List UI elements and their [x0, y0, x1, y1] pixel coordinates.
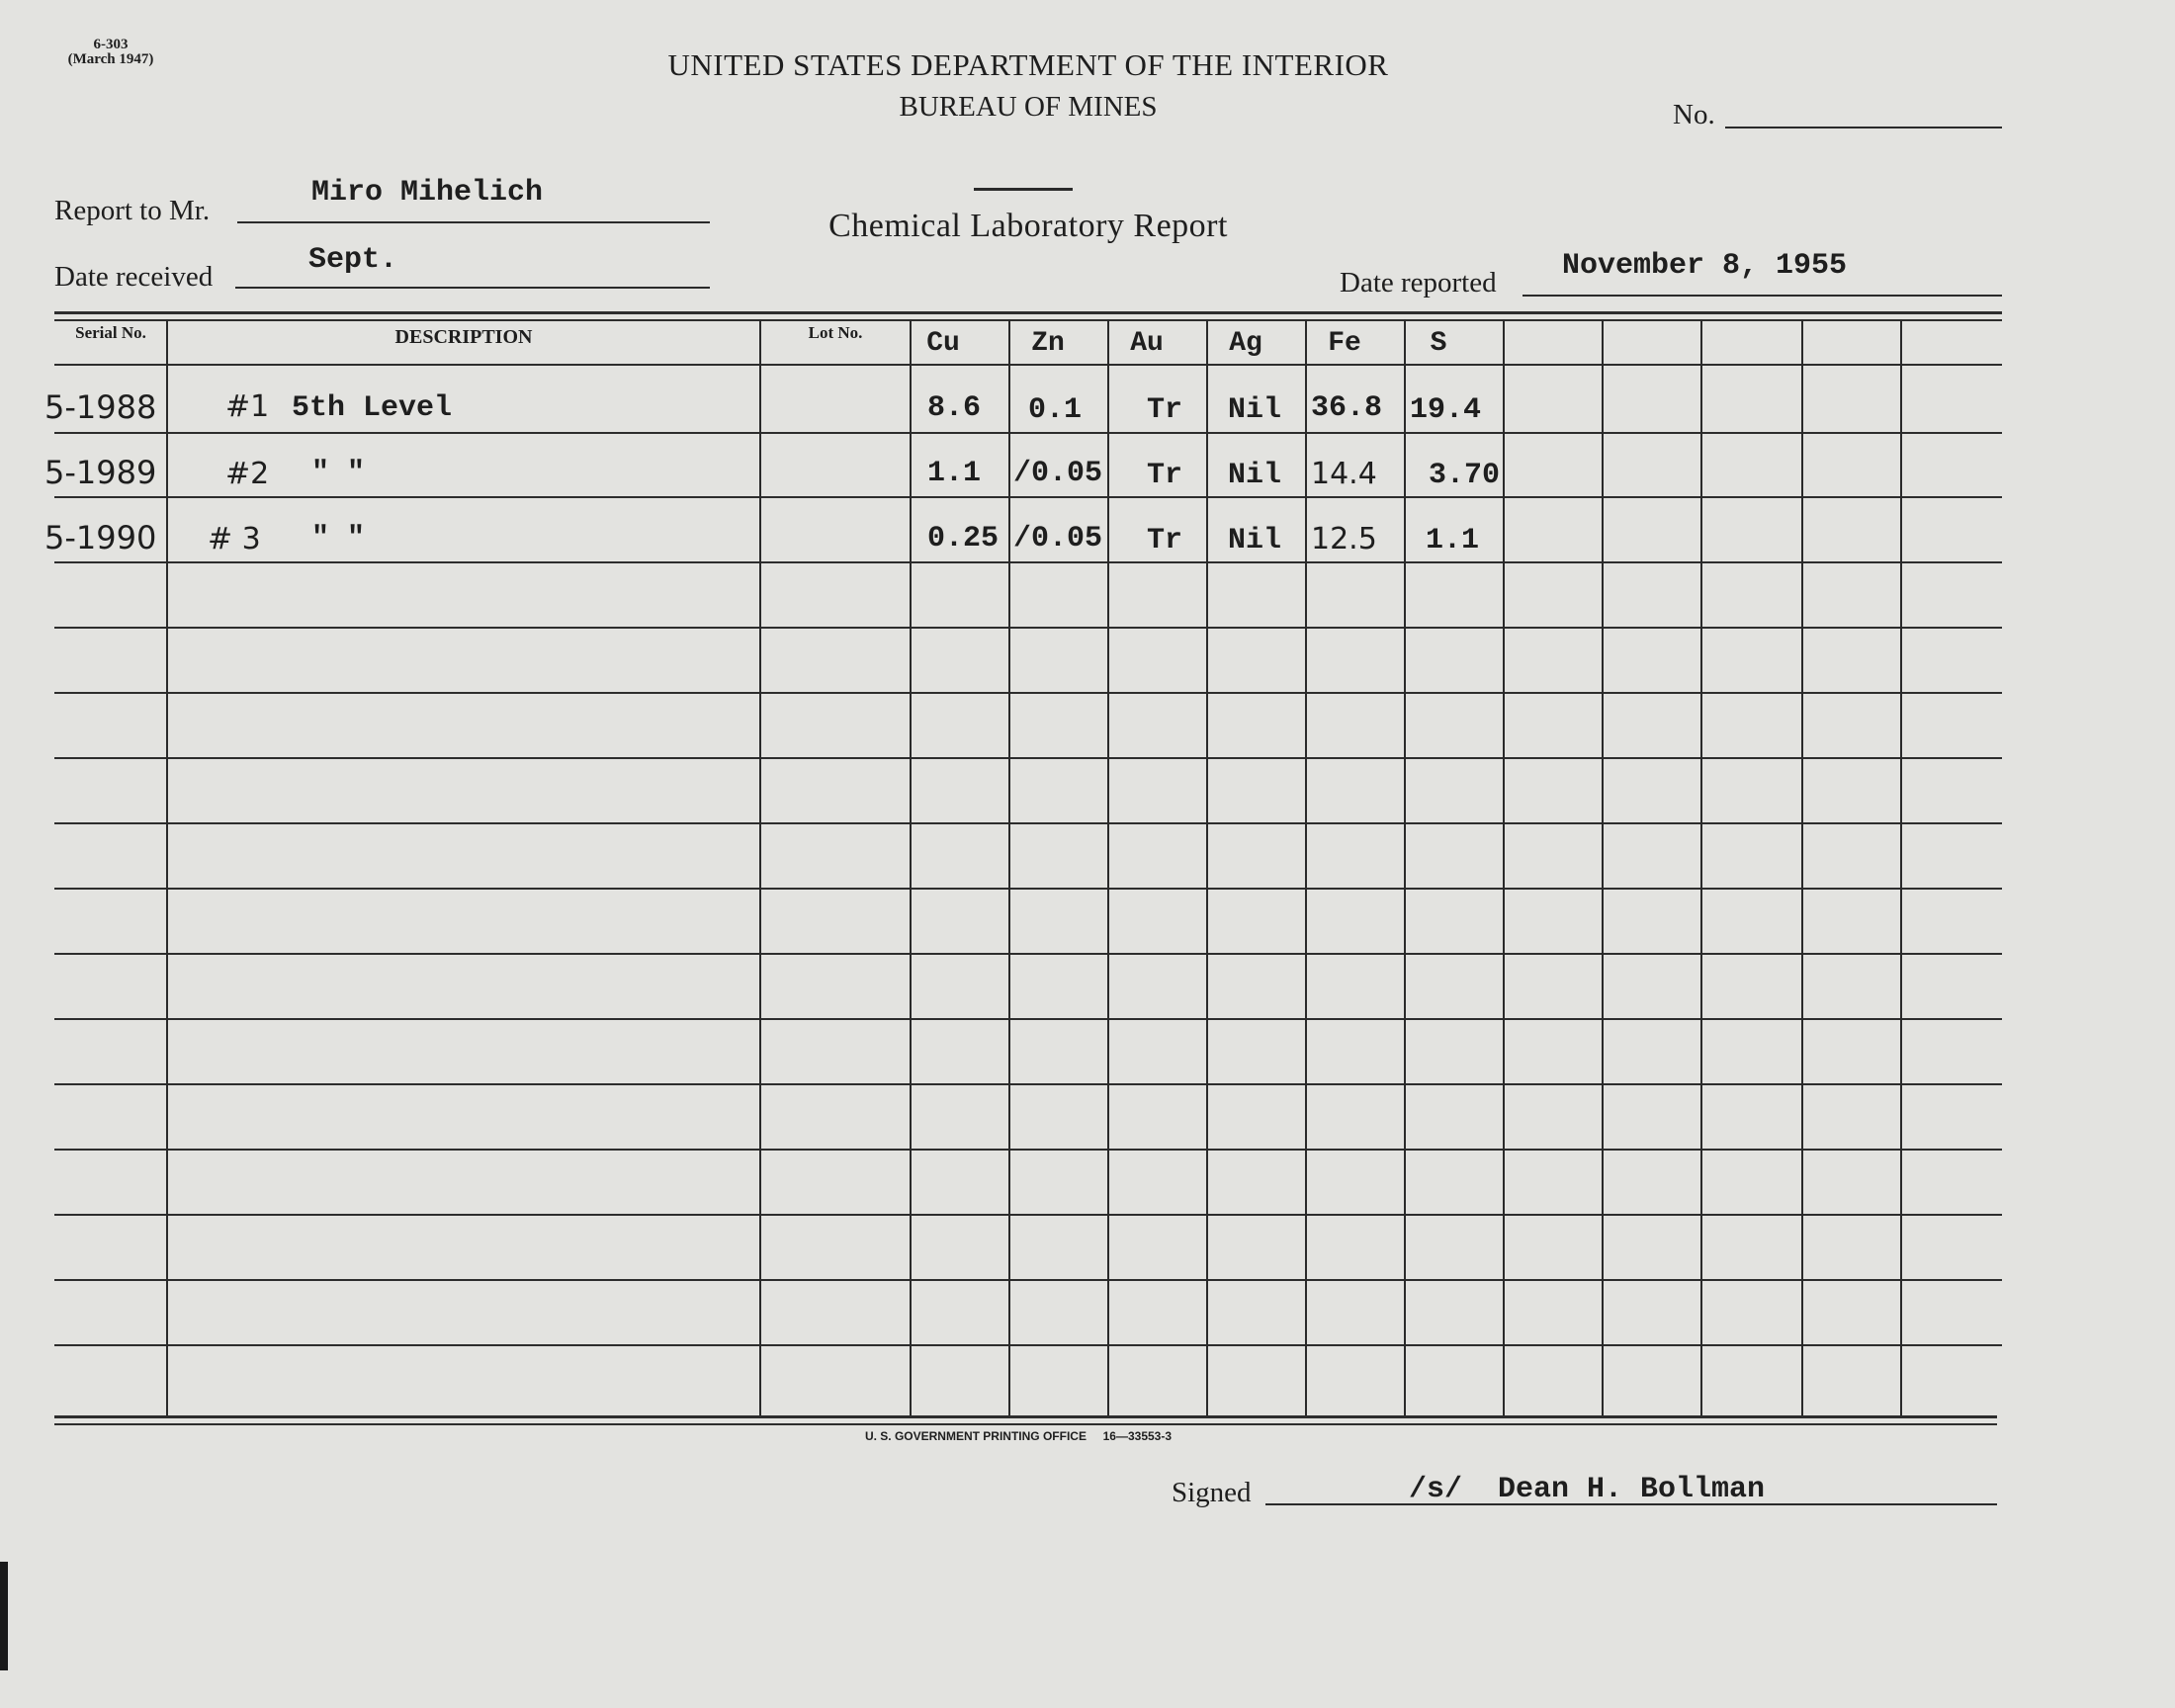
cell-desc-text: " "	[311, 457, 366, 490]
cell-desc-text: 5th Level	[292, 391, 453, 425]
cell-s: 3.70	[1429, 459, 1501, 492]
header-s: S	[1430, 328, 1447, 359]
row-divider	[54, 1214, 2002, 1216]
row-divider	[54, 888, 2002, 890]
cell-zn: /0.05	[1013, 457, 1103, 490]
table-top-border	[54, 311, 2002, 314]
cell-zn: /0.05	[1013, 522, 1103, 555]
no-label: No.	[1673, 99, 1715, 130]
no-underline	[1725, 127, 2002, 128]
header-description: DESCRIPTION	[394, 326, 533, 348]
table-header-divider	[54, 364, 2002, 366]
col-divider	[1008, 319, 1010, 1415]
date-reported-label: Date reported	[1340, 267, 1497, 299]
report-to-underline	[237, 221, 710, 223]
header-cu: Cu	[926, 328, 960, 359]
col-divider	[1305, 319, 1307, 1415]
row-divider	[54, 822, 2002, 824]
cell-cu: 0.25	[927, 522, 1000, 555]
cell-s: 1.1	[1426, 524, 1480, 557]
signed-label: Signed	[1172, 1477, 1252, 1508]
table-bottom-border	[54, 1415, 1997, 1418]
date-received-value: Sept.	[308, 243, 398, 277]
title-divider	[974, 188, 1073, 191]
header-ag: Ag	[1229, 328, 1262, 359]
printing-office-note: U. S. GOVERNMENT PRINTING OFFICE 16—33553-3	[864, 1429, 1173, 1443]
scan-edge-mark	[0, 1562, 8, 1670]
cell-ag: Nil	[1228, 459, 1282, 492]
cell-ag: Nil	[1228, 393, 1282, 427]
col-divider	[1503, 319, 1505, 1415]
date-reported-underline	[1522, 295, 2002, 297]
cell-serial: 5-1988	[44, 388, 157, 426]
col-divider	[1700, 319, 1702, 1415]
row-divider	[54, 561, 2002, 563]
date-received-underline	[235, 287, 710, 289]
row-divider	[54, 1018, 2002, 1020]
cell-fe: 14.4	[1311, 457, 1377, 491]
header-fe: Fe	[1328, 328, 1361, 359]
col-divider	[1602, 319, 1604, 1415]
row-divider	[54, 1083, 2002, 1085]
row-divider	[54, 1279, 2002, 1281]
cell-ag: Nil	[1228, 524, 1282, 557]
cell-desc-num: #2	[225, 457, 270, 491]
cell-serial: 5-1989	[44, 454, 157, 491]
col-divider	[1900, 319, 1902, 1415]
cell-zn: 0.1	[1028, 393, 1083, 427]
report-to-value: Miro Mihelich	[311, 176, 544, 210]
header-au: Au	[1130, 328, 1164, 359]
form-number	[61, 38, 160, 67]
col-divider	[910, 319, 912, 1415]
cell-desc-num: # 3	[208, 522, 261, 556]
row-divider	[54, 757, 2002, 759]
row-divider	[54, 432, 2002, 434]
signed-value: /s/ Dean H. Bollman	[1409, 1473, 1766, 1506]
cell-desc-num: #1	[225, 389, 270, 424]
col-divider	[1107, 319, 1109, 1415]
cell-fe: 36.8	[1311, 391, 1383, 425]
form-number-code: 6-303	[93, 37, 129, 52]
col-divider	[1206, 319, 1208, 1415]
cell-desc-text: " "	[311, 522, 366, 555]
row-divider	[54, 1149, 2002, 1151]
row-divider	[54, 953, 2002, 955]
cell-au: Tr	[1147, 393, 1183, 427]
date-received-label: Date received	[54, 261, 214, 293]
bureau-title: BUREAU OF MINES	[899, 91, 1158, 123]
col-divider	[1404, 319, 1406, 1415]
cell-fe: 12.5	[1311, 522, 1377, 556]
cell-cu: 8.6	[927, 391, 982, 425]
date-reported-value: November 8, 1955	[1562, 249, 1848, 283]
row-divider	[54, 1344, 2002, 1346]
row-divider	[54, 627, 2002, 629]
header-lot: Lot No.	[808, 323, 863, 342]
report-to-label: Report to Mr.	[54, 195, 211, 226]
header-serial: Serial No.	[75, 323, 146, 342]
agency-title: UNITED STATES DEPARTMENT OF THE INTERIOR	[667, 47, 1389, 82]
col-divider	[166, 319, 168, 1415]
cell-s: 19.4	[1410, 393, 1482, 427]
report-title: Chemical Laboratory Report	[828, 208, 1228, 244]
cell-au: Tr	[1147, 524, 1183, 557]
cell-serial: 5-1990	[44, 519, 157, 556]
cell-cu: 1.1	[927, 457, 982, 490]
header-zn: Zn	[1031, 328, 1065, 359]
form-number-date: (March 1947)	[67, 51, 154, 67]
table-bottom-border-inner	[54, 1423, 1997, 1425]
row-divider	[54, 692, 2002, 694]
table-top-border-inner	[54, 319, 2002, 321]
col-divider	[1801, 319, 1803, 1415]
cell-au: Tr	[1147, 459, 1183, 492]
row-divider	[54, 496, 2002, 498]
col-divider	[759, 319, 761, 1415]
